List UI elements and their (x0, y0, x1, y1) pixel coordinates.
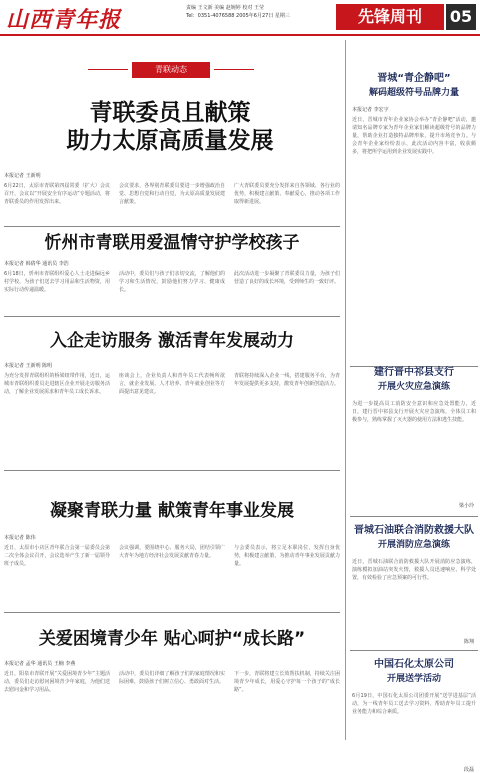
sidebar-separator (350, 516, 478, 517)
section-separator (4, 316, 340, 317)
article-2-col-3: 此次活动进一步凝聚了青联委员力量，为孩子们营造了良好的成长环境，受到师生的一致好评。 (234, 271, 340, 285)
lead-col-1: 6月22日，太原市青联第四届常委（扩大）会议召开，会议以“开展安全有序运动”专题活动，将青联委员的作用发挥出来。 (4, 183, 110, 205)
article-5-col-2: 活动中，委员们详细了解孩子们的家庭情况和实际困难，鼓励孩子们树立信心、勇敢面对生活。 (119, 671, 225, 685)
article-title-2: 忻州市青联用爱温情守护学校孩子 (44, 233, 300, 253)
article-title-5: 关爱困境青少年 贴心呵护“成长路” (38, 629, 306, 649)
article-byline-2: 本报记者 韩倩华 通讯员 李浩 (4, 261, 69, 267)
section-separator (4, 226, 340, 227)
article-5-col-3: 下一步，青联将建立长效帮扶机制，持续关注困境青少年成长，用爱心守护每一个孩子的“成长路”。 (234, 671, 340, 693)
sidebar-title-1a: 晋城“青企静吧” (377, 73, 451, 84)
sidebar-text-3: 近日，晋城石油联合消防救援大队开展消防应急演练，演练模拟加油站突发火情，救援人员迅速响应、科学处置，有效检验了应急预案的可行性。 (352, 559, 476, 581)
article-byline-3: 本报记者 王新明 陈明 (4, 363, 53, 369)
section-separator (4, 612, 340, 613)
article-2-col-2: 活动中，委员们与孩子们亲切交流，了解他们的学习和生活情况，鼓励他们努力学习、健康成长。 (119, 271, 225, 293)
sidebar-title-4a: 中国石化太原公司 (374, 659, 454, 670)
sidebar-text-4: 6月19日，中国石化太原公司团委开展“送学进基层”活动，为一线青年员工送去学习资料，帮助青年员工提升业务能力和综合素质。 (352, 693, 476, 715)
article-title-4: 凝聚青联力量 献策青年事业发展 (50, 501, 294, 521)
lead-col-3: 广大青联委员要充分发挥来自各领域、各行业的优势，积极建言献策、奉献爱心，推动各项工作取得新进展。 (234, 183, 340, 205)
sidebar-title-3a: 晋城石油联合消防救援大队 (354, 525, 474, 536)
kicker-label: 青联动态 (132, 62, 210, 78)
header-info-line2: Tel：0351-4076588 2005年6月27日 星期三 (186, 13, 290, 19)
article-4-col-3: 与会委员表示，将立足本职岗位，发挥自身优势，积极建言献策，为推动青年事业发展贡献力量。 (234, 545, 340, 567)
sidebar-title-4b: 开展送学活动 (386, 674, 441, 684)
sidebar-signature-3: 陈翔 (463, 639, 474, 645)
article-byline-5: 本报记者 孟华 通讯员 王楠 李燕 (4, 661, 76, 667)
lead-col-2: 会议要求，各界别青联委员要进一步增强政治自觉、思想自觉和行动自觉，为太原高质量发展建言献策。 (119, 183, 225, 205)
lead-title-line2: 助力太原高质量发展 (66, 128, 274, 154)
article-title-3: 入企走访服务 激活青年发展动力 (50, 331, 294, 351)
article-3-col-1: 为充分发挥青联组织的桥梁纽带作用，近日，运城市青联组织委员走进辖区企业开展走访服务活动，了解企业发展需求和青年员工成长诉求。 (4, 373, 110, 395)
sidebar-title-3b: 开展消防应急演练 (377, 540, 450, 550)
article-body-2 (4, 270, 340, 314)
article-3-col-3: 青联将持续深入企业一线，搭建服务平台，为青年发展提供更多支持，激发青年创新创造活力。 (234, 373, 340, 387)
article-3-col-2: 座谈会上，企业负责人和青年员工代表畅所欲言，就企业发展、人才培养、青年就业创业等方面提出意见建议。 (119, 373, 225, 395)
article-byline-4: 本报记者 陈伟 (4, 535, 36, 541)
sidebar-title-2a: 建行晋中祁县支行 (374, 367, 454, 378)
article-body-5 (4, 670, 340, 738)
article-body-4 (4, 544, 340, 604)
sidebar-text-1: 近日，晋城市青年企业家协会举办“青企静吧”活动，邀请知名品牌专家为青年企业家们解读超级符号的品牌力量，帮助企业打造独特品牌形象，提升市场竞争力。与会青年企业家纷纷表示，此次活动内容丰富，收获颇多，将把所学运用到企业发展实践中。 (352, 117, 476, 155)
sidebar-signature-4: 段磊 (463, 767, 474, 773)
lead-byline: 本报记者 王新明 (4, 173, 41, 179)
article-4-col-1: 近日，太原市小店区青年联合会第一届委员会第二次全体会议召开，会议选举产生了新一届领导班子成员。 (4, 545, 110, 567)
sidebar-separator (350, 650, 478, 651)
article-body-3 (4, 372, 340, 462)
section-band: 先锋周刊 (336, 4, 444, 30)
header-info (186, 4, 336, 20)
page-number: 05 (446, 4, 476, 30)
sidebar-title-1b: 解码超级符号品牌力量 (368, 88, 459, 98)
article-2-col-1: 6月18日，忻州市青联组织爱心人士走进偏远乡村学校，为孩子们送去学习用品和生活物资，用实际行动传递温暖。 (4, 271, 110, 293)
column-divider (345, 40, 346, 740)
sidebar-signature-2: 梁小玲 (458, 503, 474, 509)
article-5-col-1: 近日，阳泉市青联开展“关爱困境青少年”主题活动，委员们走访慰问困境青少年家庭，为他们送去慰问金和学习用品。 (4, 671, 110, 693)
sidebar-text-2: 为进一步提高员工消防安全意识和应急处置能力，近日，建行晋中祁县支行开展火灾应急演练，全体员工积极参与，熟练掌握了灭火器的使用方法和逃生技能。 (352, 401, 476, 423)
article-4-col-2: 会议强调，要围绕中心、服务大局，团结引领广大青年为地方经济社会发展贡献青春力量。 (119, 545, 225, 559)
newspaper-logo: 山西青年报 (6, 7, 122, 33)
header-info-line1: 责编 王文新 美编 赵婉婷 校对 王莹 (186, 5, 264, 11)
sidebar-title-2b: 开展火灾应急演练 (377, 382, 450, 392)
section-separator (4, 470, 340, 471)
masthead (0, 0, 480, 38)
sidebar-byline-1: 本报记者 李宏宇 (352, 107, 389, 113)
sidebar (350, 40, 478, 773)
header-rule (0, 34, 480, 36)
lead-title-line1: 青联委员且献策 (89, 100, 251, 126)
lead-body (4, 182, 340, 224)
